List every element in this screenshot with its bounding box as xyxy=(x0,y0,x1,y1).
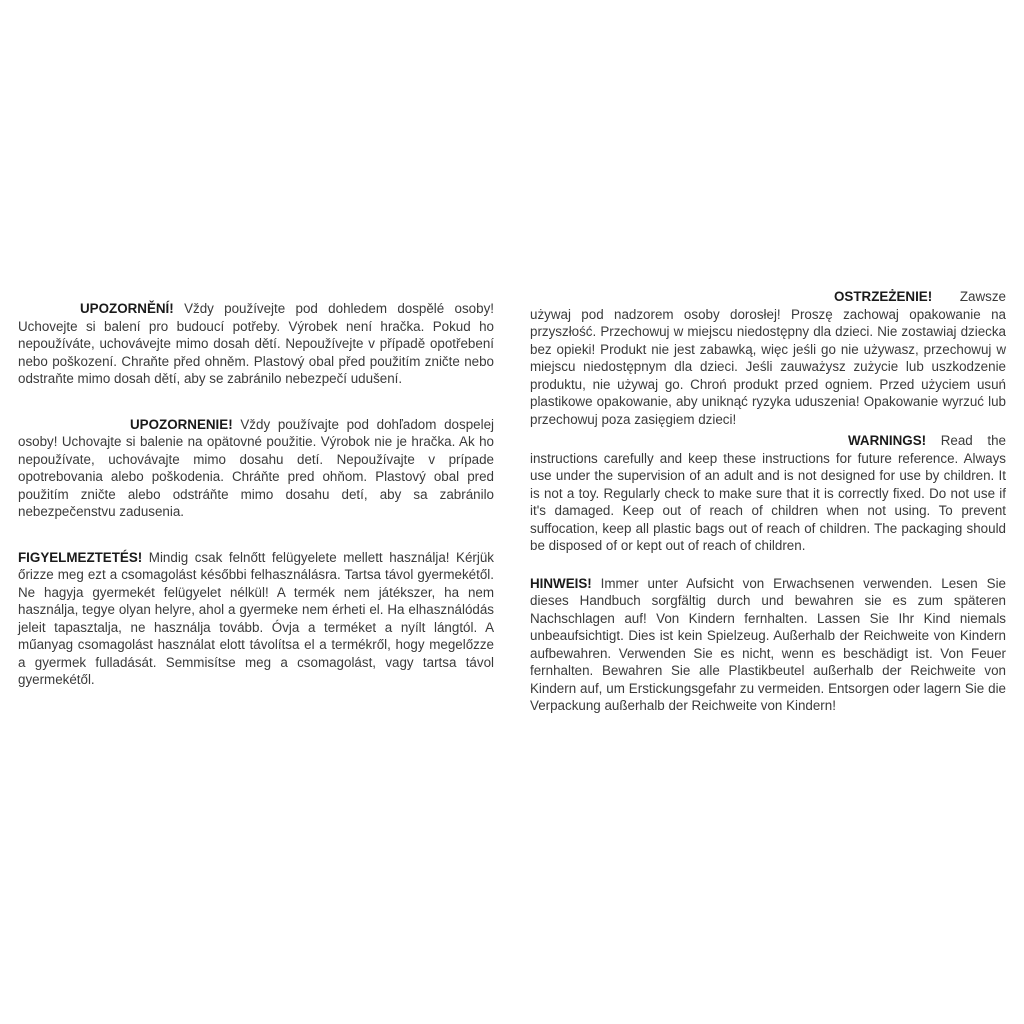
warning-text-german: Immer unter Aufsicht von Erwachsenen verwenden. Lesen Sie dieses Handbuch sorgfältig durch und bewahren sie es zum späteren Nachschlagen auf! Von Kindern fernhalten. Lassen Sie Ihr Kind niemals unbeaufsichtigt. Dies ist kein Spielzeug. Außerhalb der Reichweite von Kindern aufbewahren. Verwenden Sie es nicht, wenn es beschädigt ist. Von Feuer fernhalten. Bewahren Sie alle Plastikbeutel außerhalb der Reichweite von Kindern auf, um Erstickungsgefahr zu vermeiden. Entsorgen oder lagern Sie die Verpackung außerhalb der Reichweite von Kindern! xyxy=(530,575,1006,713)
warning-hungarian xyxy=(18,549,494,689)
warning-czech xyxy=(18,300,494,388)
warning-text-hungarian: Mindig csak felnőtt felügyelete mellett használja! Kérjük őrizze meg ezt a csomagolást későbbi felhasználásra. Tartsa távol gyermekétől. Ne hagyja gyermekét felügyelet nélkül! A termék nem játékszer, ha nem használja, tegye olyan helyre, ahol a gyermeke nem érheti el. Ha elhasználódás jeleit tapasztalja, ne használja tovább. Óvja a terméket a nyílt lángtól. A műanyag csomagolást használat elott távolítsa el a termékről, hogy megelőzze a gyermek fulladását. Semmisítse meg a csomagolást, vagy tartsa távol gyermekétől. xyxy=(18,549,494,687)
warning-slovak xyxy=(18,416,494,521)
right-column xyxy=(530,288,1006,715)
warning-text-slovak: Vždy používajte pod dohľadom dospelej osoby! Uchovajte si balenie na opätovné použitie. Výrobok nie je hračka. Ak ho nepoužívate, uchovávajte mimo dosahu detí. Nepoužívajte v prípade opotrebovania alebo poškodenia. Chráňte pred ohňom. Plastový obal pred použitím zničte alebo odstráňte mimo dosahu detí, aby sa zabránilo nebezpečenstvu zadusenia. xyxy=(18,416,494,519)
warning-heading-polish: OSTRZEŻENIE! xyxy=(834,289,933,304)
warning-heading-english: WARNINGS! xyxy=(848,433,927,448)
warning-heading-slovak: UPOZORNENIE! xyxy=(130,416,233,432)
warning-heading-german: HINWEIS! xyxy=(530,575,592,591)
warning-english xyxy=(530,432,1006,555)
warning-text-polish: Zawsze używaj pod nadzorem osoby dorosłej! Proszę zachowaj opakowanie na przyszłość. Przechowuj w miejscu niedostępny dla dzieci. Nie zostawiaj dziecka bez opieki! Produkt nie jest zabawką, więc jeśli go nie używasz, przechowuj w miejscu niedostępnym dla dzieci. Jeśli zauważysz zużycie lub uszkodzenie produktu, nie używaj go. Chroń produkt przed ogniem. Przed użyciem usuń plastikowe opakowanie, aby uniknąć ryzyka uduszenia! Opakowanie wyrzuć lub przechowuj poza zasięgiem dzieci! xyxy=(530,289,1006,427)
warning-german xyxy=(530,575,1006,715)
warning-polish xyxy=(530,288,1006,428)
warning-text-english: Read the instructions carefully and keep these instructions for future reference. Always use under the supervision of an adult and is not designed for use by children. It is not a toy. Regularly check to make sure that it is correctly fixed. Do not use if it's damaged. Keep out of reach of children when not using. To prevent suffocation, keep all plastic bags out of reach of children. The packaging should be disposed of or kept out of reach of children. xyxy=(530,433,1006,553)
warning-text-czech: Vždy používejte pod dohledem dospělé osoby! Uchovejte si balení pro budoucí potřeby. Výrobek není hračka. Pokud ho nepoužíváte, uchovávejte mimo dosah dětí. Nepoužívejte v případě opotřebení nebo poškození. Chraňte před ohněm. Plastový obal před použitím zničte nebo odstraňte mimo dosah dětí, aby se zabránilo nebezpečí udušení. xyxy=(18,301,494,386)
warning-heading-czech: UPOZORNĚNÍ! xyxy=(80,301,174,316)
warning-heading-hungarian: FIGYELMEZTETÉS! xyxy=(18,549,143,565)
left-column xyxy=(18,300,494,689)
